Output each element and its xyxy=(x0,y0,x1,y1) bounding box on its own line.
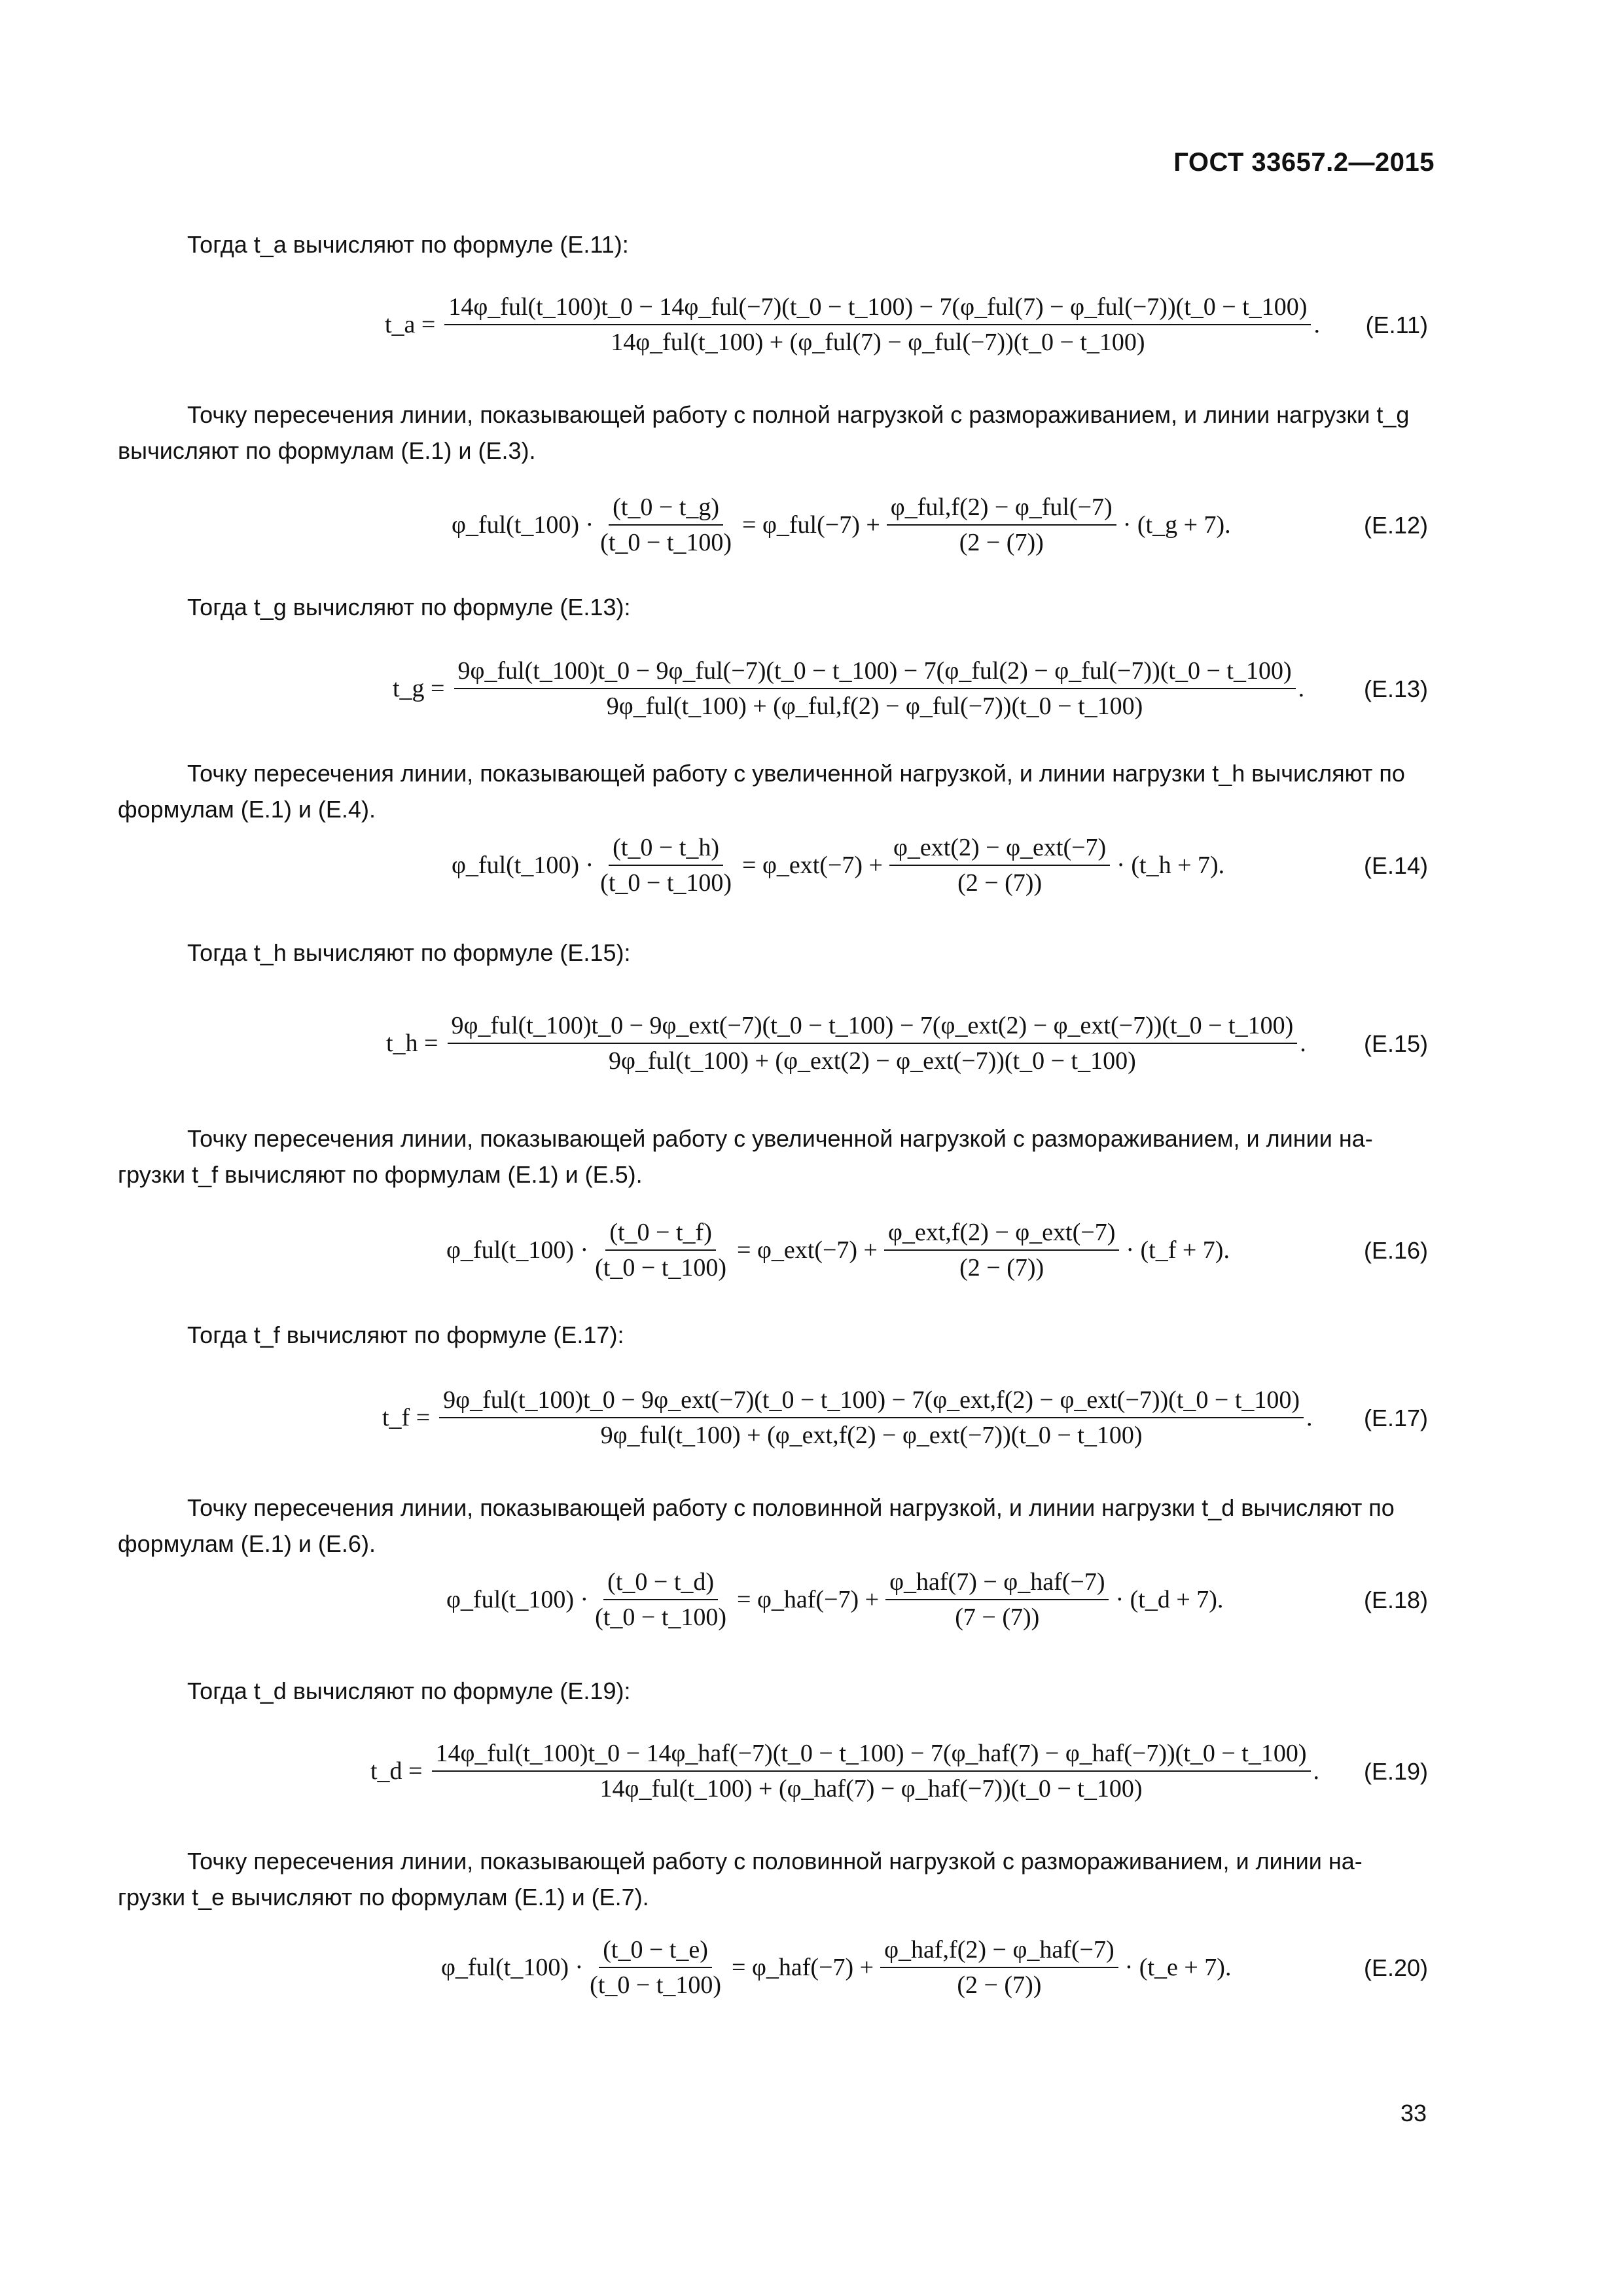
equation-label: (Е.15) xyxy=(1363,1030,1428,1057)
equation-e18 xyxy=(0,1554,1623,1645)
equation-fraction xyxy=(887,493,1116,557)
fraction-denominator: (2 − (7)) xyxy=(959,1254,1044,1282)
fraction-denominator: 9φ_ful(t_100) + (φ_ful,f(2) − φ_ful(−7))(t_0 − t_100) xyxy=(606,692,1143,720)
equation-lhs: t_f = xyxy=(382,1404,431,1431)
equation-fraction xyxy=(432,1739,1311,1803)
paragraph-ta-intro: Тогда t_a вычисляют по формуле (Е.11): xyxy=(187,231,629,258)
equation-lhs: t_a = xyxy=(385,311,436,338)
equation-tail: · (t_e + 7). xyxy=(1124,1954,1232,1981)
equation-term: = φ_ext(−7) + xyxy=(737,1236,878,1264)
fraction-numerator: (t_0 − t_f) xyxy=(605,1218,716,1251)
equation-fraction xyxy=(596,493,736,557)
paragraph-tf-intersection xyxy=(118,1121,1440,1193)
equation-term: φ_ful(t_100) · xyxy=(452,511,594,539)
equation-fraction xyxy=(591,1568,730,1632)
fraction-denominator: 14φ_ful(t_100) + (φ_haf(7) − φ_haf(−7))(t_0 − t_100) xyxy=(599,1775,1143,1803)
paragraph-th-intro: Тогда t_h вычисляют по формуле (Е.15): xyxy=(187,939,631,966)
equation-fraction xyxy=(596,833,736,897)
equation-term: φ_ful(t_100) · xyxy=(441,1954,584,1981)
paragraph-tg-intersection xyxy=(118,397,1440,469)
equation-label: (Е.19) xyxy=(1363,1758,1428,1785)
equation-e19 xyxy=(0,1725,1623,1817)
equation-term: = φ_haf(−7) + xyxy=(737,1586,880,1613)
fraction-denominator: (t_0 − t_100) xyxy=(600,529,732,556)
fraction-numerator: 9φ_ful(t_100)t_0 − 9φ_ful(−7)(t_0 − t_100) − 7(φ_ful(2) − φ_ful(−7))(t_0 − t_100) xyxy=(454,656,1296,689)
fraction-numerator: (t_0 − t_d) xyxy=(603,1568,718,1600)
fraction-numerator: 14φ_ful(t_100)t_0 − 14φ_haf(−7)(t_0 − t_100) − 7(φ_haf(7) − φ_haf(−7))(t_0 − t_100) xyxy=(432,1739,1311,1772)
paragraph-line: формулам (Е.1) и (Е.6). xyxy=(118,1530,376,1557)
fraction-numerator: (t_0 − t_e) xyxy=(599,1935,712,1968)
fraction-numerator: 9φ_ful(t_100)t_0 − 9φ_ext(−7)(t_0 − t_100) − 7(φ_ext,f(2) − φ_ext(−7))(t_0 − t_100) xyxy=(439,1386,1304,1418)
fraction-denominator: 14φ_ful(t_100) + (φ_ful(7) − φ_ful(−7))(t_0 − t_100) xyxy=(611,329,1145,356)
fraction-numerator: φ_haf(7) − φ_haf(−7) xyxy=(885,1568,1109,1600)
document-header: ГОСТ 33657.2—2015 xyxy=(1173,148,1435,177)
equation-label: (Е.18) xyxy=(1363,1587,1428,1613)
equation-e11 xyxy=(0,279,1623,370)
page-number: 33 xyxy=(1400,2100,1427,2126)
paragraph-line: Точку пересечения линии, показывающей работу с увеличенной нагрузкой, и линии нагрузки t_h вычисляют по xyxy=(187,760,1405,787)
equation-fraction xyxy=(448,1011,1298,1075)
paragraph-line: Точку пересечения линии, показывающей работу с половинной нагрузкой, и линии нагрузки t_d вычисляют по xyxy=(187,1494,1395,1521)
equation-label: (Е.17) xyxy=(1363,1405,1428,1431)
equation-e14 xyxy=(0,819,1623,911)
fraction-denominator: (t_0 − t_100) xyxy=(595,1604,727,1631)
equation-tail: . xyxy=(1300,1030,1306,1057)
equation-e17 xyxy=(0,1372,1623,1463)
fraction-numerator: φ_ful,f(2) − φ_ful(−7) xyxy=(887,493,1116,526)
equation-label: (Е.12) xyxy=(1363,512,1428,539)
equation-lhs: t_g = xyxy=(393,675,445,702)
paragraph-tg-intro: Тогда t_g вычисляют по формуле (Е.13): xyxy=(187,594,631,620)
fraction-numerator: 9φ_ful(t_100)t_0 − 9φ_ext(−7)(t_0 − t_100) − 7(φ_ext(2) − φ_ext(−7))(t_0 − t_100) xyxy=(448,1011,1298,1044)
paragraph-line: Точку пересечения линии, показывающей работу с половинной нагрузкой с размораживанием, и линии на- xyxy=(187,1848,1363,1874)
equation-label: (Е.14) xyxy=(1363,852,1428,879)
paragraph-line: Точку пересечения линии, показывающей работу с полной нагрузкой с размораживанием, и линии нагрузки t_g xyxy=(187,401,1410,428)
fraction-denominator: (t_0 − t_100) xyxy=(590,1971,722,1999)
fraction-denominator: (t_0 − t_100) xyxy=(600,869,732,897)
equation-fraction xyxy=(880,1935,1118,2000)
fraction-denominator: (7 − (7)) xyxy=(955,1604,1040,1631)
paragraph-line: вычисляют по формулам (Е.1) и (Е.3). xyxy=(118,437,536,464)
equation-label: (Е.16) xyxy=(1363,1237,1428,1264)
equation-lhs: t_d = xyxy=(370,1757,423,1785)
equation-tail: · (t_d + 7). xyxy=(1115,1586,1224,1613)
fraction-numerator: (t_0 − t_h) xyxy=(609,833,723,866)
equation-fraction xyxy=(454,656,1296,721)
fraction-denominator: (2 − (7)) xyxy=(959,529,1044,556)
fraction-numerator: φ_ext(2) − φ_ext(−7) xyxy=(889,833,1110,866)
paragraph-th-intersection xyxy=(118,755,1440,827)
equation-label: (Е.20) xyxy=(1363,1954,1428,1981)
equation-tail: · (t_f + 7). xyxy=(1126,1236,1230,1264)
equation-label: (Е.13) xyxy=(1363,675,1428,702)
equation-fraction xyxy=(591,1218,730,1282)
equation-term: φ_ful(t_100) · xyxy=(452,852,594,879)
paragraph-line: грузки t_f вычисляют по формулам (Е.1) и (Е.5). xyxy=(118,1161,643,1188)
equation-term: φ_ful(t_100) · xyxy=(446,1586,589,1613)
paragraph-line: Точку пересечения линии, показывающей работу с увеличенной нагрузкой с размораживанием, и линии на- xyxy=(187,1125,1373,1152)
equation-label: (Е.11) xyxy=(1365,312,1428,338)
fraction-denominator: (t_0 − t_100) xyxy=(595,1254,727,1282)
fraction-denominator: (2 − (7)) xyxy=(957,869,1043,897)
equation-fraction xyxy=(586,1935,725,2000)
equation-term: = φ_ext(−7) + xyxy=(742,852,883,879)
equation-term: φ_ful(t_100) · xyxy=(446,1236,589,1264)
equation-e13 xyxy=(0,643,1623,734)
equation-lhs: t_h = xyxy=(386,1030,438,1057)
fraction-denominator: 9φ_ful(t_100) + (φ_ext(2) − φ_ext(−7))(t_0 − t_100) xyxy=(608,1047,1136,1075)
paragraph-tf-intro: Тогда t_f вычисляют по формуле (Е.17): xyxy=(187,1321,624,1348)
equation-e15 xyxy=(0,997,1623,1089)
paragraph-line: грузки t_e вычисляют по формулам (Е.1) и (Е.7). xyxy=(118,1884,649,1910)
equation-fraction xyxy=(444,293,1311,357)
equation-e20 xyxy=(0,1922,1623,2013)
equation-tail: . xyxy=(1298,675,1305,702)
equation-fraction xyxy=(885,1568,1109,1632)
fraction-denominator: 9φ_ful(t_100) + (φ_ext,f(2) − φ_ext(−7))(t_0 − t_100) xyxy=(600,1422,1143,1449)
fraction-denominator: (2 − (7)) xyxy=(957,1971,1042,1999)
paragraph-td-intro: Тогда t_d вычисляют по формуле (Е.19): xyxy=(187,1677,631,1704)
equation-e16 xyxy=(0,1204,1623,1296)
equation-e12 xyxy=(0,479,1623,571)
fraction-numerator: 14φ_ful(t_100)t_0 − 14φ_ful(−7)(t_0 − t_100) − 7(φ_ful(7) − φ_ful(−7))(t_0 − t_100) xyxy=(444,293,1311,325)
fraction-numerator: (t_0 − t_g) xyxy=(609,493,723,526)
equation-tail: · (t_h + 7). xyxy=(1116,852,1225,879)
paragraph-te-intersection xyxy=(118,1843,1440,1915)
equation-tail: · (t_g + 7). xyxy=(1122,511,1231,539)
fraction-numerator: φ_ext,f(2) − φ_ext(−7) xyxy=(884,1218,1119,1251)
equation-term: = φ_haf(−7) + xyxy=(732,1954,874,1981)
fraction-numerator: φ_haf,f(2) − φ_haf(−7) xyxy=(880,1935,1118,1968)
equation-fraction xyxy=(439,1386,1304,1450)
equation-tail: . xyxy=(1313,311,1320,338)
equation-fraction xyxy=(889,833,1110,897)
paragraph-line: формулам (Е.1) и (Е.4). xyxy=(118,796,376,823)
paragraph-td-intersection xyxy=(118,1490,1440,1562)
equation-tail: . xyxy=(1313,1757,1320,1785)
equation-term: = φ_ful(−7) + xyxy=(742,511,880,539)
equation-tail: . xyxy=(1306,1404,1313,1431)
equation-fraction xyxy=(884,1218,1119,1282)
